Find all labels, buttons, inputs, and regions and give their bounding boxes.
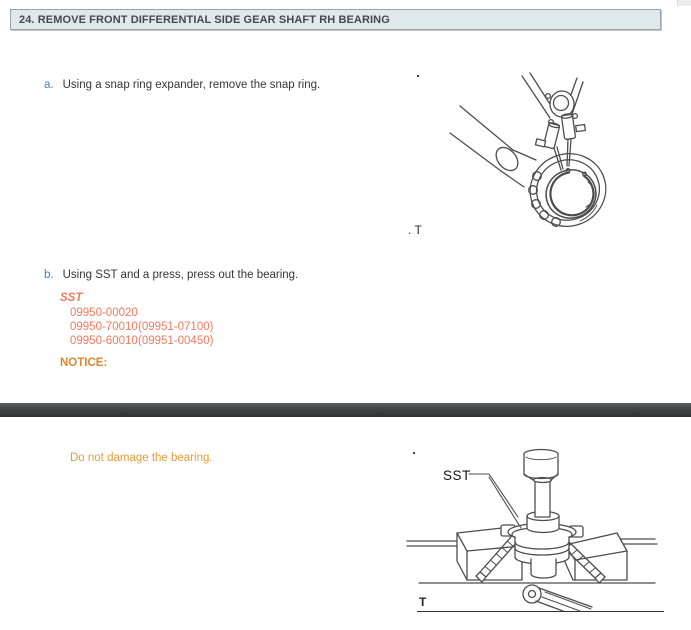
plier-bolt-right bbox=[576, 124, 586, 131]
step-a-text: Using a snap ring expander, remove the snap ring. bbox=[62, 79, 321, 91]
step-b bbox=[44, 269, 298, 281]
figure2-sst-label: SST bbox=[443, 468, 471, 483]
step-a bbox=[44, 79, 320, 91]
wrench-line bbox=[542, 597, 580, 611]
wrench-handle bbox=[539, 588, 592, 607]
plier-hole bbox=[546, 94, 551, 99]
step-a-label: a. bbox=[44, 79, 54, 91]
page-divider bbox=[0, 403, 691, 417]
plier-pivot-hole bbox=[554, 96, 569, 111]
sst-row bbox=[70, 334, 213, 348]
sst-code: 09950-00020 bbox=[70, 307, 138, 319]
sst-code: 09950-70010 bbox=[70, 321, 138, 333]
artifact-dot bbox=[413, 452, 415, 454]
sst-sub: (09951-07100) bbox=[138, 321, 214, 333]
shaft-line bbox=[450, 133, 501, 171]
shaft-line bbox=[460, 106, 513, 150]
step-b-label: b. bbox=[44, 269, 54, 281]
sst-leader-line bbox=[489, 477, 521, 528]
figure2-bottom-rule bbox=[417, 611, 664, 612]
shaft-step bbox=[492, 143, 523, 174]
sst-row bbox=[70, 306, 213, 320]
snap-ring-illustration bbox=[410, 55, 690, 245]
figure1-corner-mark: . T bbox=[408, 223, 422, 237]
sst-code: 09950-60010 bbox=[70, 335, 138, 347]
step-b-text: Using SST and a press, press out the bearing. bbox=[62, 269, 299, 281]
shaft-stub bbox=[531, 559, 556, 578]
hub-bottom bbox=[501, 171, 524, 187]
section-header bbox=[10, 9, 661, 30]
sst-row bbox=[70, 320, 213, 334]
notice-body-text: Do not damage the bearing. bbox=[70, 452, 213, 464]
wrench-handle bbox=[536, 601, 563, 611]
sst-heading: SST bbox=[60, 292, 83, 304]
plier-sleeve-left bbox=[543, 122, 560, 149]
sst-sub: (09951-00450) bbox=[138, 335, 214, 347]
page-edge-artifact bbox=[677, 0, 691, 6]
figure2-corner-mark: T bbox=[419, 595, 427, 609]
artifact-dot bbox=[417, 75, 419, 77]
ram-shade bbox=[526, 457, 556, 460]
figure-press-out-bearing bbox=[405, 430, 690, 625]
plier-bolt-left bbox=[535, 139, 545, 147]
press-illustration bbox=[405, 430, 690, 625]
wrench-head bbox=[523, 585, 541, 603]
ram-shaft bbox=[535, 479, 550, 517]
ram-top bbox=[524, 450, 558, 455]
figure-snap-ring-removal bbox=[410, 55, 690, 245]
sst-block bbox=[60, 291, 213, 348]
notice-label: NOTICE: bbox=[60, 357, 108, 369]
section-title: 24. REMOVE FRONT DIFFERENTIAL SIDE GEAR SHAFT RH BEARING bbox=[19, 13, 390, 26]
